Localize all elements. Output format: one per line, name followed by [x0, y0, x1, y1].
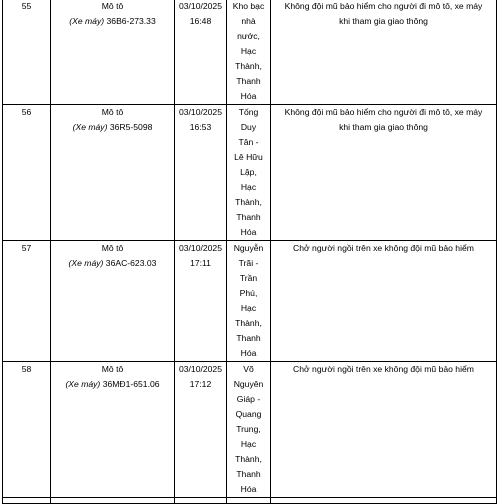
location-line: Tân -: [238, 137, 259, 147]
vehicle-kind: (Xe máy): [69, 16, 105, 26]
violation-text: Không đội mũ bảo hiểm cho người đi mô tô, xe máy: [284, 107, 483, 117]
vehicle-kind: (Xe máy): [72, 122, 108, 132]
violation-text: Không đội mũ bảo hiểm cho người đi mô tô, xe máy: [284, 1, 483, 11]
vehicle-plate-line: [51, 256, 174, 271]
violation-cell: [271, 0, 497, 105]
empty-cell: [51, 498, 175, 504]
location-line: Hạc: [240, 303, 257, 313]
location-line: Thanh: [236, 333, 261, 343]
vehicle-kind: (Xe máy): [65, 379, 101, 389]
violation-text: khi tham gia giao thông: [339, 122, 428, 132]
location-cell: [227, 105, 271, 241]
location-line: Lê Hữu: [234, 152, 263, 162]
location-line: Hóa: [240, 484, 257, 494]
empty-cell: [271, 498, 497, 504]
location-line: Quang: [235, 409, 262, 419]
location-cell: [227, 362, 271, 498]
violation-time: 16:53: [189, 122, 212, 132]
violation-cell: [271, 362, 497, 498]
license-plate: 36AC-623.03: [105, 258, 157, 268]
violation-cell: [271, 105, 497, 241]
location-line: Hóa: [240, 348, 257, 358]
violation-time: 17:12: [189, 379, 212, 389]
vehicle-type: Mô tô: [101, 364, 124, 374]
violation-text: Chở người ngồi trên xe không đội mũ bảo hiểm: [293, 364, 474, 374]
location-line: Trần: [239, 273, 258, 283]
violation-text: khi tham gia giao thông: [339, 16, 428, 26]
violations-table: [2, 0, 497, 504]
location-line: Hạc: [240, 182, 257, 192]
table-row: [3, 105, 497, 241]
vehicle-cell: [51, 105, 175, 241]
datetime-cell: [175, 362, 227, 498]
location-line: Thanh: [236, 212, 261, 222]
location-line: Giáp -: [236, 394, 261, 404]
location-line: Hóa: [240, 227, 257, 237]
location-line: Thành,: [235, 197, 262, 207]
location-line: Hóa: [240, 91, 257, 101]
vehicle-cell: [51, 241, 175, 362]
violation-text: Chở người ngồi trên xe không đội mũ bảo hiểm: [293, 243, 474, 253]
row-number: 55: [3, 0, 51, 105]
location-line: Lập,: [240, 167, 257, 177]
vehicle-type: Mô tô: [101, 107, 124, 117]
row-number: 56: [3, 105, 51, 241]
violation-date: 03/10/2025: [178, 107, 222, 117]
empty-cell: [227, 498, 271, 504]
location-line: Trãi -: [238, 258, 259, 268]
license-plate: 36MĐ1-651.06: [102, 379, 160, 389]
location-line: nước,: [237, 31, 260, 41]
vehicle-kind: (Xe máy): [68, 258, 104, 268]
empty-cell: [3, 498, 51, 504]
violation-date: 03/10/2025: [178, 364, 222, 374]
violation-time: 16:48: [189, 16, 212, 26]
violation-time: 17:11: [190, 258, 211, 268]
violation-cell: [271, 241, 497, 362]
location-line: Hạc: [240, 439, 257, 449]
row-number: 58: [3, 362, 51, 498]
datetime-cell: [175, 0, 227, 105]
location-line: Hạc: [240, 46, 257, 56]
table-row: [3, 0, 497, 105]
location-line: Trung,: [236, 424, 261, 434]
table-row: [3, 362, 497, 498]
location-line: Thanh: [236, 76, 261, 86]
table-row: [3, 241, 497, 362]
license-plate: 36R5-5098: [109, 122, 153, 132]
violations-table-body: [3, 0, 497, 504]
location-line: Nguyên: [233, 379, 264, 389]
vehicle-cell: [51, 362, 175, 498]
location-line: Tống: [238, 107, 259, 117]
license-plate: 36B6-273.33: [106, 16, 156, 26]
vehicle-type: Mô tô: [101, 243, 124, 253]
vehicle-plate-line: [51, 377, 174, 392]
location-line: Kho bạc: [232, 1, 265, 11]
location-line: Thành,: [235, 454, 262, 464]
vehicle-type: Mô tô: [101, 1, 124, 11]
location-line: Võ: [243, 364, 254, 374]
location-line: nhà: [241, 16, 256, 26]
location-cell: [227, 0, 271, 105]
vehicle-cell: [51, 0, 175, 105]
table-row-partial: [3, 498, 497, 504]
location-cell: [227, 241, 271, 362]
violation-date: 03/10/2025: [178, 243, 222, 253]
location-line: Thành,: [235, 61, 262, 71]
location-line: Duy: [240, 122, 257, 132]
datetime-cell: [175, 105, 227, 241]
violation-date: 03/10/2025: [178, 1, 222, 11]
vehicle-plate-line: [51, 120, 174, 135]
location-line: Thanh: [236, 469, 261, 479]
vehicle-plate-line: [51, 14, 174, 29]
location-line: Thành,: [235, 318, 262, 328]
location-line: Nguyễn: [233, 243, 264, 253]
row-number: 57: [3, 241, 51, 362]
location-line: Phú,: [239, 288, 258, 298]
empty-cell: [175, 498, 227, 504]
datetime-cell: [175, 241, 227, 362]
